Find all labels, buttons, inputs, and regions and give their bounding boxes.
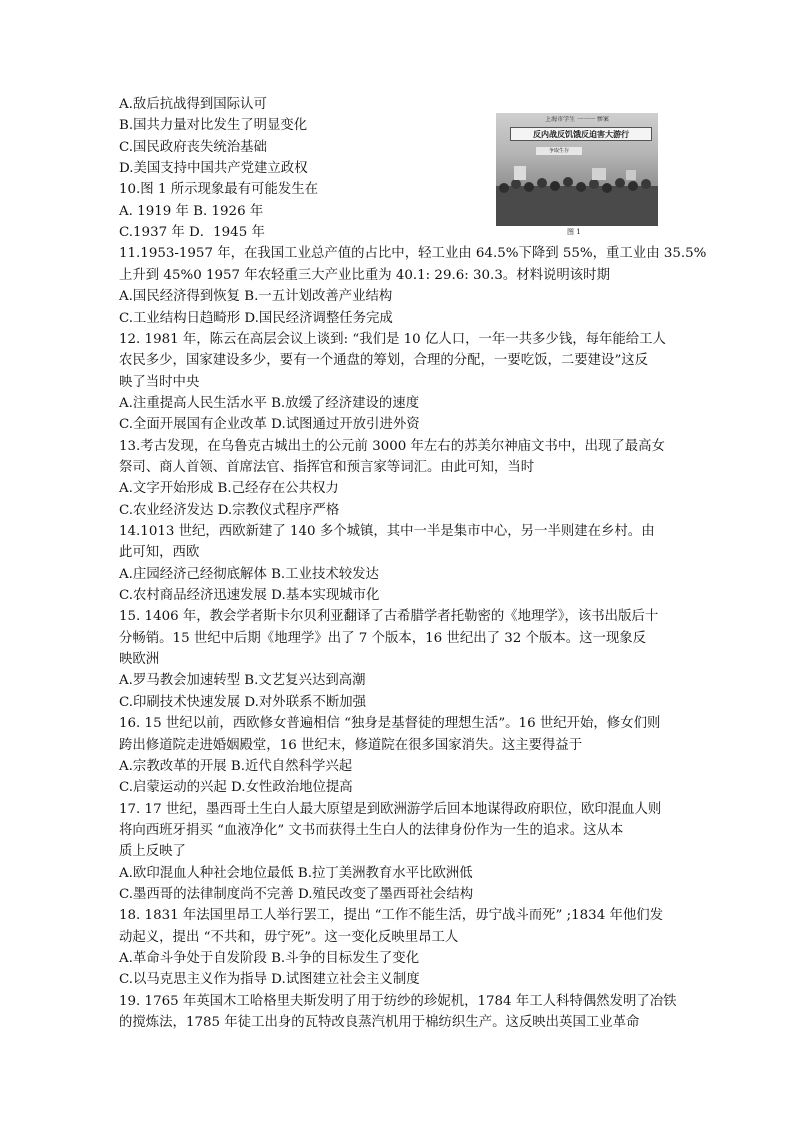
text-line: 11.1953-1957 年，在我国工业总产值的占比中，轻工业由 64.5%下降到 55%，重工业由 35.5% — [119, 246, 707, 262]
text-line: 15. 1406 年，教会学者斯卡尔贝利亚翻译了古希腊学者托勒密的《地理学》，该书出版后十 — [119, 609, 659, 625]
text-line: 12. 1981 年，陈云在高层会议上谈到: “我们是 10 亿人口，一年一共多少钱，每年能给工人 — [119, 331, 666, 347]
text-line: A.罗马教会加速转型 B.文艺复兴达到高潮 — [119, 673, 366, 689]
text-line: 13.考古发现，在乌鲁克古城出土的公元前 3000 年左右的苏美尔神庙文书中，出现了最高女 — [119, 438, 665, 454]
text-line: C.农村商品经济迅速发展 D.基本实现城市化 — [119, 588, 380, 604]
text-line: C.国民政府丧失统治基础 — [119, 139, 267, 155]
text-line: A.敌后抗战得到国际认可 — [119, 97, 267, 112]
text-line: C.墨西哥的法律制度尚不完善 D.殖民改变了墨西哥社会结构 — [119, 886, 474, 902]
text-line: C.以马克思主义作为指导 D.试图建立社会主义制度 — [119, 972, 420, 988]
text-line: 祭司、商人首领、首席法官、指挥官和预言家等词汇。由此可知，当时 — [119, 459, 535, 475]
text-line: 动起义，提出 “不共和，毋宁死”。这一变化反映里昂工人 — [119, 929, 459, 945]
text-line: A.庄园经济己经彻底解体 B.工业技术较发达 — [119, 566, 379, 582]
text-line: C.全面开展国有企业改革 D.试图通过开放引进外资 — [119, 417, 420, 433]
photo-banner: 反内战反饥饿反迫害大游行 — [510, 127, 652, 141]
text-line: A. 1919 年 B. 1926 年 — [119, 203, 264, 219]
text-line: 18. 1831 年法国里昂工人举行罢工，提出 “工作不能生活，毋宁战斗而死” ;1834 年他们发 — [119, 908, 664, 924]
text-line: C.农业经济发达 D.宗教仪式程序严格 — [119, 502, 340, 518]
text-line: 16. 15 世纪以前，西欧修女普遍相信 “独身是基督徒的理想生活”。16 世纪开始，修女们则 — [119, 716, 661, 732]
text-line: 上升到 45%0 1957 年农轻重三大产业比重为 40.1: 29.6: 30.3。材料说明该时期 — [119, 267, 610, 283]
text-line: 将向西班牙捐买 “血液净化” 文书而获得土生白人的法律身份作为一生的追求。这从本 — [119, 822, 624, 838]
text-line: C.工业结构日趋畸形 D.国民经济调整任务完成 — [119, 310, 393, 326]
text-line: 映了当时中央 — [119, 374, 200, 390]
text-line: 10.图 1 所示现象最有可能发生在 — [119, 182, 319, 198]
text-line: B.国共力量对比发生了明显变化 — [119, 118, 308, 134]
text-line: 质上反映了 — [119, 844, 186, 860]
text-line: 19. 1765 年英国木工哈格里夫斯发明了用于纺纱的珍妮机，1784 年工人科特偶然发明了冶铁 — [119, 993, 677, 1009]
text-line: 17. 17 世纪，墨西哥土生白人最大原望是到欧洲游学后回本地谋得政府职位，欧印混血人则 — [119, 801, 662, 817]
text-line: 农民多少，国家建设多少，要有一个通盘的筹划，合理的分配，一要吃饭，二要建设”这反 — [119, 353, 649, 369]
text-line: A.宗教改革的开展 B.近代自然科学兴起 — [119, 758, 353, 774]
text-line: A.革命斗争处于自发阶段 B.斗争的目标发生了变化 — [119, 951, 420, 966]
text-line: C.启蒙运动的兴起 D.女性政治地位提高 — [119, 780, 353, 796]
text-line: A.文字开始形成 B.己经存在公共权力 — [119, 481, 339, 497]
text-line: A.国民经济得到恢复 B.一五计划改善产业结构 — [119, 289, 393, 305]
photo-top-caption: 上海市学生 一一一 惨案 — [545, 116, 609, 123]
text-line: C.印刷技术快速发展 D.对外联系不断加强 — [119, 694, 367, 710]
crowd-silhouette — [496, 166, 658, 226]
historical-photo — [496, 113, 658, 226]
text-line: 14.1013 世纪，西欧新建了 140 多个城镇，其中一半是集市中心，另一半则建在乡村。由 — [119, 524, 655, 539]
text-line: 的搅炼法，1785 年徒工出身的瓦特改良蒸汽机用于棉纺织生产。这反映出英国工业革命 — [119, 1015, 640, 1031]
text-line: 跨出修道院走进婚姻殿堂，16 世纪末，修道院在很多国家消失。这主要得益于 — [119, 737, 583, 753]
text-line: C.1937 年 D．1945 年 — [119, 225, 265, 241]
text-line: 分畅销。15 世纪中后期《地理学》出了 7 个版本，16 世纪出了 32 个版本。这一现象反 — [119, 630, 647, 646]
text-line: A.注重提高人民生活水平 B.放缓了经济建设的速度 — [119, 395, 420, 411]
figure-caption: 图 1 — [567, 228, 581, 236]
text-line: A.欧印混血人种社会地位最低 B.拉丁美洲教育水平比欧洲低 — [119, 865, 473, 881]
text-line: 映欧洲 — [119, 652, 160, 668]
text-line: 此可知，西欧 — [119, 545, 200, 561]
photo-sign: 争取生存 — [536, 147, 582, 155]
text-line: D.美国支持中国共产党建立政权 — [119, 161, 308, 177]
